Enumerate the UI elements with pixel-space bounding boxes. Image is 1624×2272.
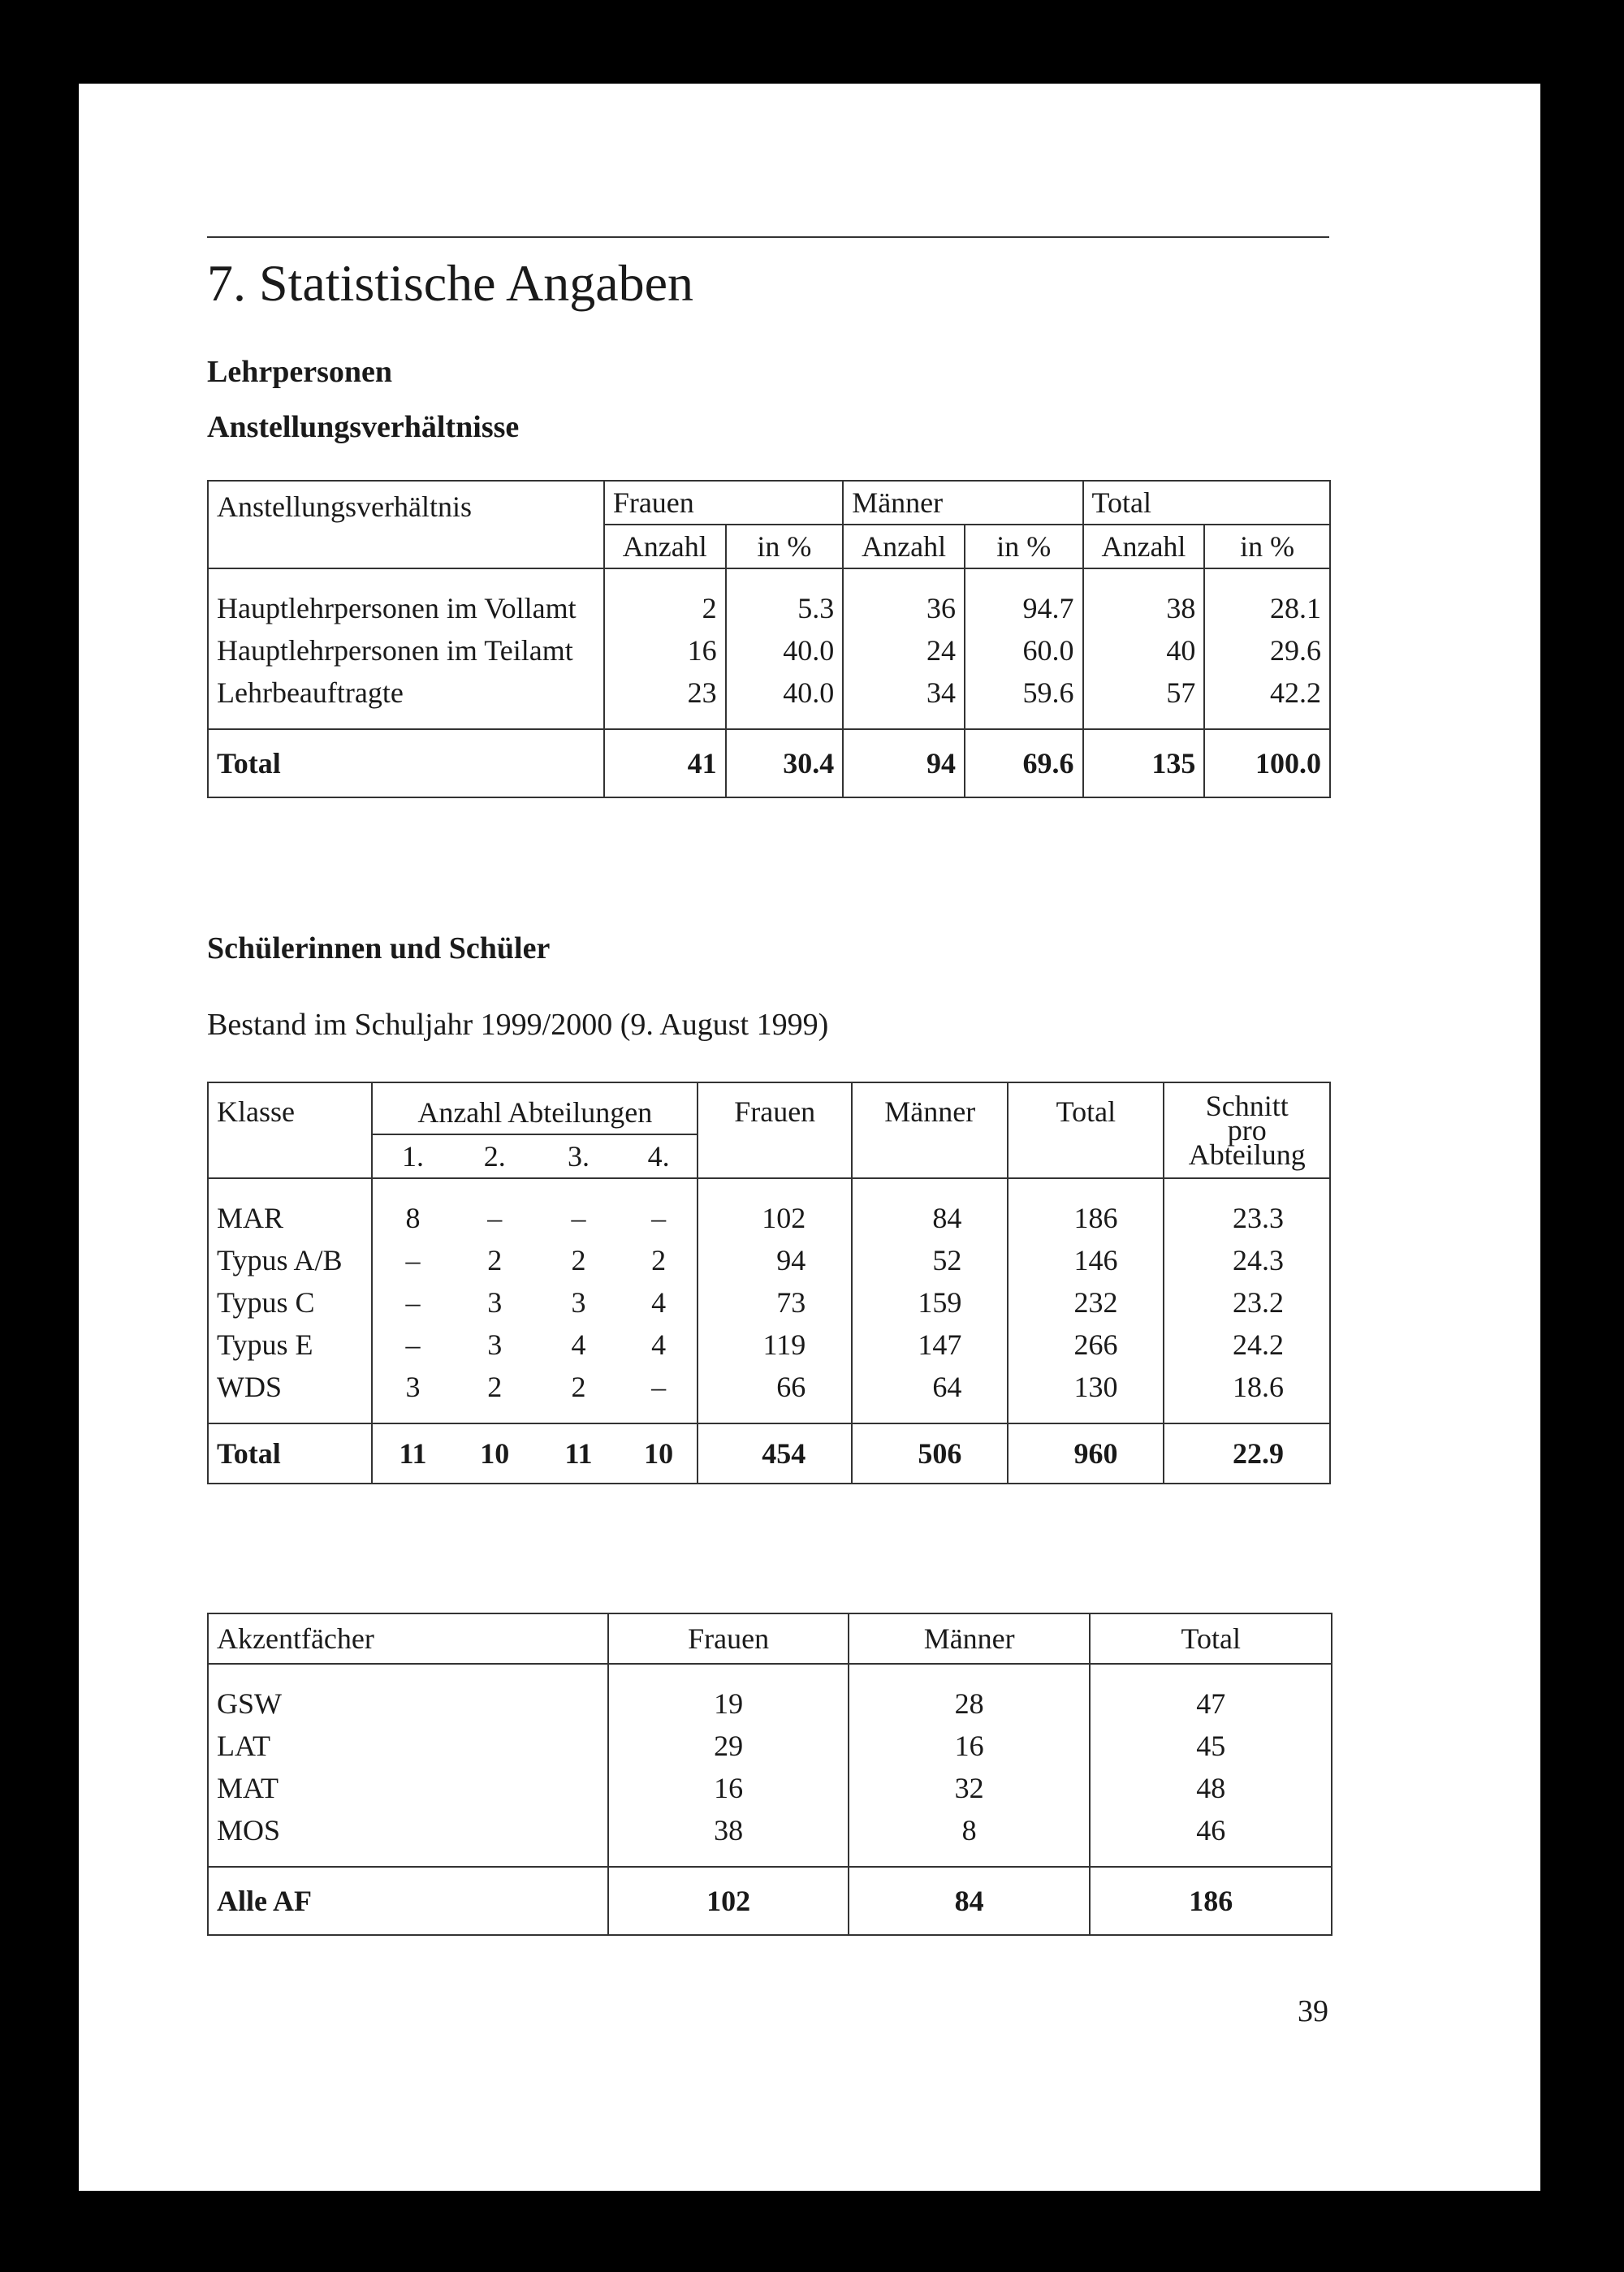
cell: 30.4 [726,729,844,797]
employment-table [207,480,1331,798]
cell: 36 [843,568,965,629]
row-label: Typus E [217,1328,313,1361]
cell: 59.6 [965,672,1083,729]
cell: 2 [487,1371,503,1403]
col-header-total: Total [1090,1613,1332,1664]
cell: – [651,1371,667,1403]
table-row [208,1725,1332,1767]
cell: 34 [843,672,965,729]
cell: 23.2 [1164,1281,1330,1324]
table-row [208,1281,1330,1324]
schnitt-line: pro [1227,1114,1267,1147]
cell: 3 [571,1286,586,1319]
row-label: Total [208,729,604,797]
cell: 69.6 [965,729,1083,797]
cell: – [453,1178,537,1239]
cell: 28.1 [1204,568,1330,629]
col-header-total: Total [1008,1082,1164,1178]
section-subtitle-anstellung: Anstellungsverhältnisse [207,410,520,444]
cell: 40.0 [726,672,844,729]
cell: 2 [651,1244,667,1276]
col-header-klasse: Klasse [217,1095,295,1128]
row-label: MAR [208,1178,372,1239]
cell: 186 [1090,1867,1332,1935]
row-label: Alle AF [208,1867,608,1935]
cell: 47 [1090,1664,1332,1725]
cell: 3 [487,1328,503,1361]
akzentfaecher-table [207,1613,1332,1936]
cell: 24.3 [1164,1239,1330,1281]
cell: 4 [651,1328,667,1361]
cell: 24 [843,629,965,672]
cell: 23 [604,672,726,729]
cell: 266 [1008,1324,1164,1366]
cell: 84 [852,1178,1008,1239]
cell: 102 [608,1867,849,1935]
cell: 960 [1008,1423,1164,1484]
group-header-total: Total [1083,481,1330,525]
col-header-frauen: Frauen [698,1082,852,1178]
cell: 159 [852,1281,1008,1324]
cell: 2 [571,1244,586,1276]
cell: 506 [852,1423,1008,1484]
cell: 100.0 [1204,729,1330,797]
cell: 60.0 [965,629,1083,672]
cell: 94 [698,1239,852,1281]
page-number: 39 [1298,1994,1328,2028]
cell: 16 [604,629,726,672]
cell: 19 [608,1664,849,1725]
table-row [208,568,1330,629]
subcol-header: 3. [568,1140,590,1173]
col-header-anstellung: Anstellungsverhältnis [217,490,472,523]
cell: – [372,1324,452,1366]
cell: 10 [453,1423,537,1484]
subcol-header: 1. [372,1134,452,1178]
cell: 57 [1083,672,1205,729]
section-intro: Bestand im Schuljahr 1999/2000 (9. August 1999) [207,1008,829,1042]
schnitt-line: Abteilung [1188,1138,1306,1171]
cell: 18.6 [1164,1366,1330,1423]
subcol-header: in % [1204,525,1330,568]
cell: 186 [1008,1178,1164,1239]
col-header-schnitt [1164,1082,1330,1178]
table-row [208,1809,1332,1867]
col-header-maenner: Männer [849,1613,1091,1664]
total-row [208,729,1330,797]
cell: 38 [1083,568,1205,629]
cell: – [620,1178,698,1239]
cell: 28 [849,1664,1091,1725]
cell: 2 [604,568,726,629]
cell: 40 [1083,629,1205,672]
cell: 11 [372,1423,452,1484]
cell: 66 [698,1366,852,1423]
cell: 23.3 [1164,1178,1330,1239]
table-row [208,1178,1330,1239]
cell: 3 [372,1366,452,1423]
table-row [208,1324,1330,1366]
row-label: WDS [217,1371,282,1403]
section-title-lehrpersonen: Lehrpersonen [207,355,392,389]
cell: 102 [698,1178,852,1239]
cell: 52 [852,1239,1008,1281]
students-table [207,1082,1331,1484]
cell: 4 [651,1286,667,1319]
row-label: MAT [217,1772,279,1804]
row-label: Typus A/B [217,1244,343,1276]
cell: 84 [849,1867,1091,1935]
cell: 29 [608,1725,849,1767]
page-title: 7. Statistische Angaben [207,254,694,312]
cell: 73 [698,1281,852,1324]
col-header-akzentfaecher: Akzentfächer [208,1613,608,1664]
cell: 2 [487,1244,503,1276]
cell: 11 [537,1423,620,1484]
cell: 40.0 [726,629,844,672]
table-row [208,629,1330,672]
cell: 22.9 [1164,1423,1330,1484]
cell: 146 [1008,1239,1164,1281]
schnitt-line: Schnitt [1205,1090,1289,1122]
cell: 2 [571,1371,586,1403]
cell: 29.6 [1204,629,1330,672]
cell: 232 [1008,1281,1164,1324]
cell: 45 [1090,1725,1332,1767]
cell: 16 [608,1767,849,1809]
row-label: Hauptlehrpersonen im Vollamt [208,568,604,629]
cell: 147 [852,1324,1008,1366]
subcol-header: Anzahl [843,525,965,568]
cell: 64 [852,1366,1008,1423]
table-row [208,1366,1330,1423]
cell: 94 [843,729,965,797]
col-header-abteilungen: Anzahl Abteilungen [372,1082,698,1134]
subcol-header: in % [965,525,1083,568]
cell: 32 [849,1767,1091,1809]
cell: 38 [608,1809,849,1867]
cell: 46 [1090,1809,1332,1867]
cell: 10 [620,1423,698,1484]
row-label: MOS [217,1814,281,1847]
cell: 94.7 [965,568,1083,629]
row-label: Hauptlehrpersonen im Teilamt [217,634,573,667]
subcol-header: Anzahl [604,525,726,568]
table-row [208,672,1330,729]
subcol-header: in % [726,525,844,568]
row-label: Lehrbeauftragte [217,676,404,709]
col-header-frauen: Frauen [608,1613,849,1664]
group-header-frauen: Frauen [604,481,843,525]
row-label: LAT [217,1730,270,1762]
cell: 5.3 [726,568,844,629]
subcol-header: 4. [647,1140,670,1173]
cell: 16 [849,1725,1091,1767]
cell: 3 [487,1286,503,1319]
col-header-maenner: Männer [852,1082,1008,1178]
cell: 130 [1008,1366,1164,1423]
cell: 8 [849,1809,1091,1867]
cell: – [537,1178,620,1239]
cell: 4 [571,1328,586,1361]
cell: 41 [604,729,726,797]
cell: – [372,1281,452,1324]
row-label: Typus C [217,1286,315,1319]
total-row [208,1867,1332,1935]
section-title-schueler: Schülerinnen und Schüler [207,931,551,965]
table-row [208,1664,1332,1725]
cell: 454 [698,1423,852,1484]
cell: 42.2 [1204,672,1330,729]
table-row [208,1239,1330,1281]
cell: 135 [1083,729,1205,797]
cell: 8 [372,1178,452,1239]
header-rule [207,236,1329,238]
cell: 48 [1090,1767,1332,1809]
row-label: GSW [217,1687,282,1720]
table-row [208,1767,1332,1809]
group-header-maenner: Männer [843,481,1082,525]
cell: 119 [698,1324,852,1366]
row-label: Total [208,1423,372,1484]
cell: 24.2 [1164,1324,1330,1366]
cell: – [372,1239,452,1281]
subcol-header: 2. [483,1140,506,1173]
subcol-header: Anzahl [1083,525,1205,568]
total-row [208,1423,1330,1484]
